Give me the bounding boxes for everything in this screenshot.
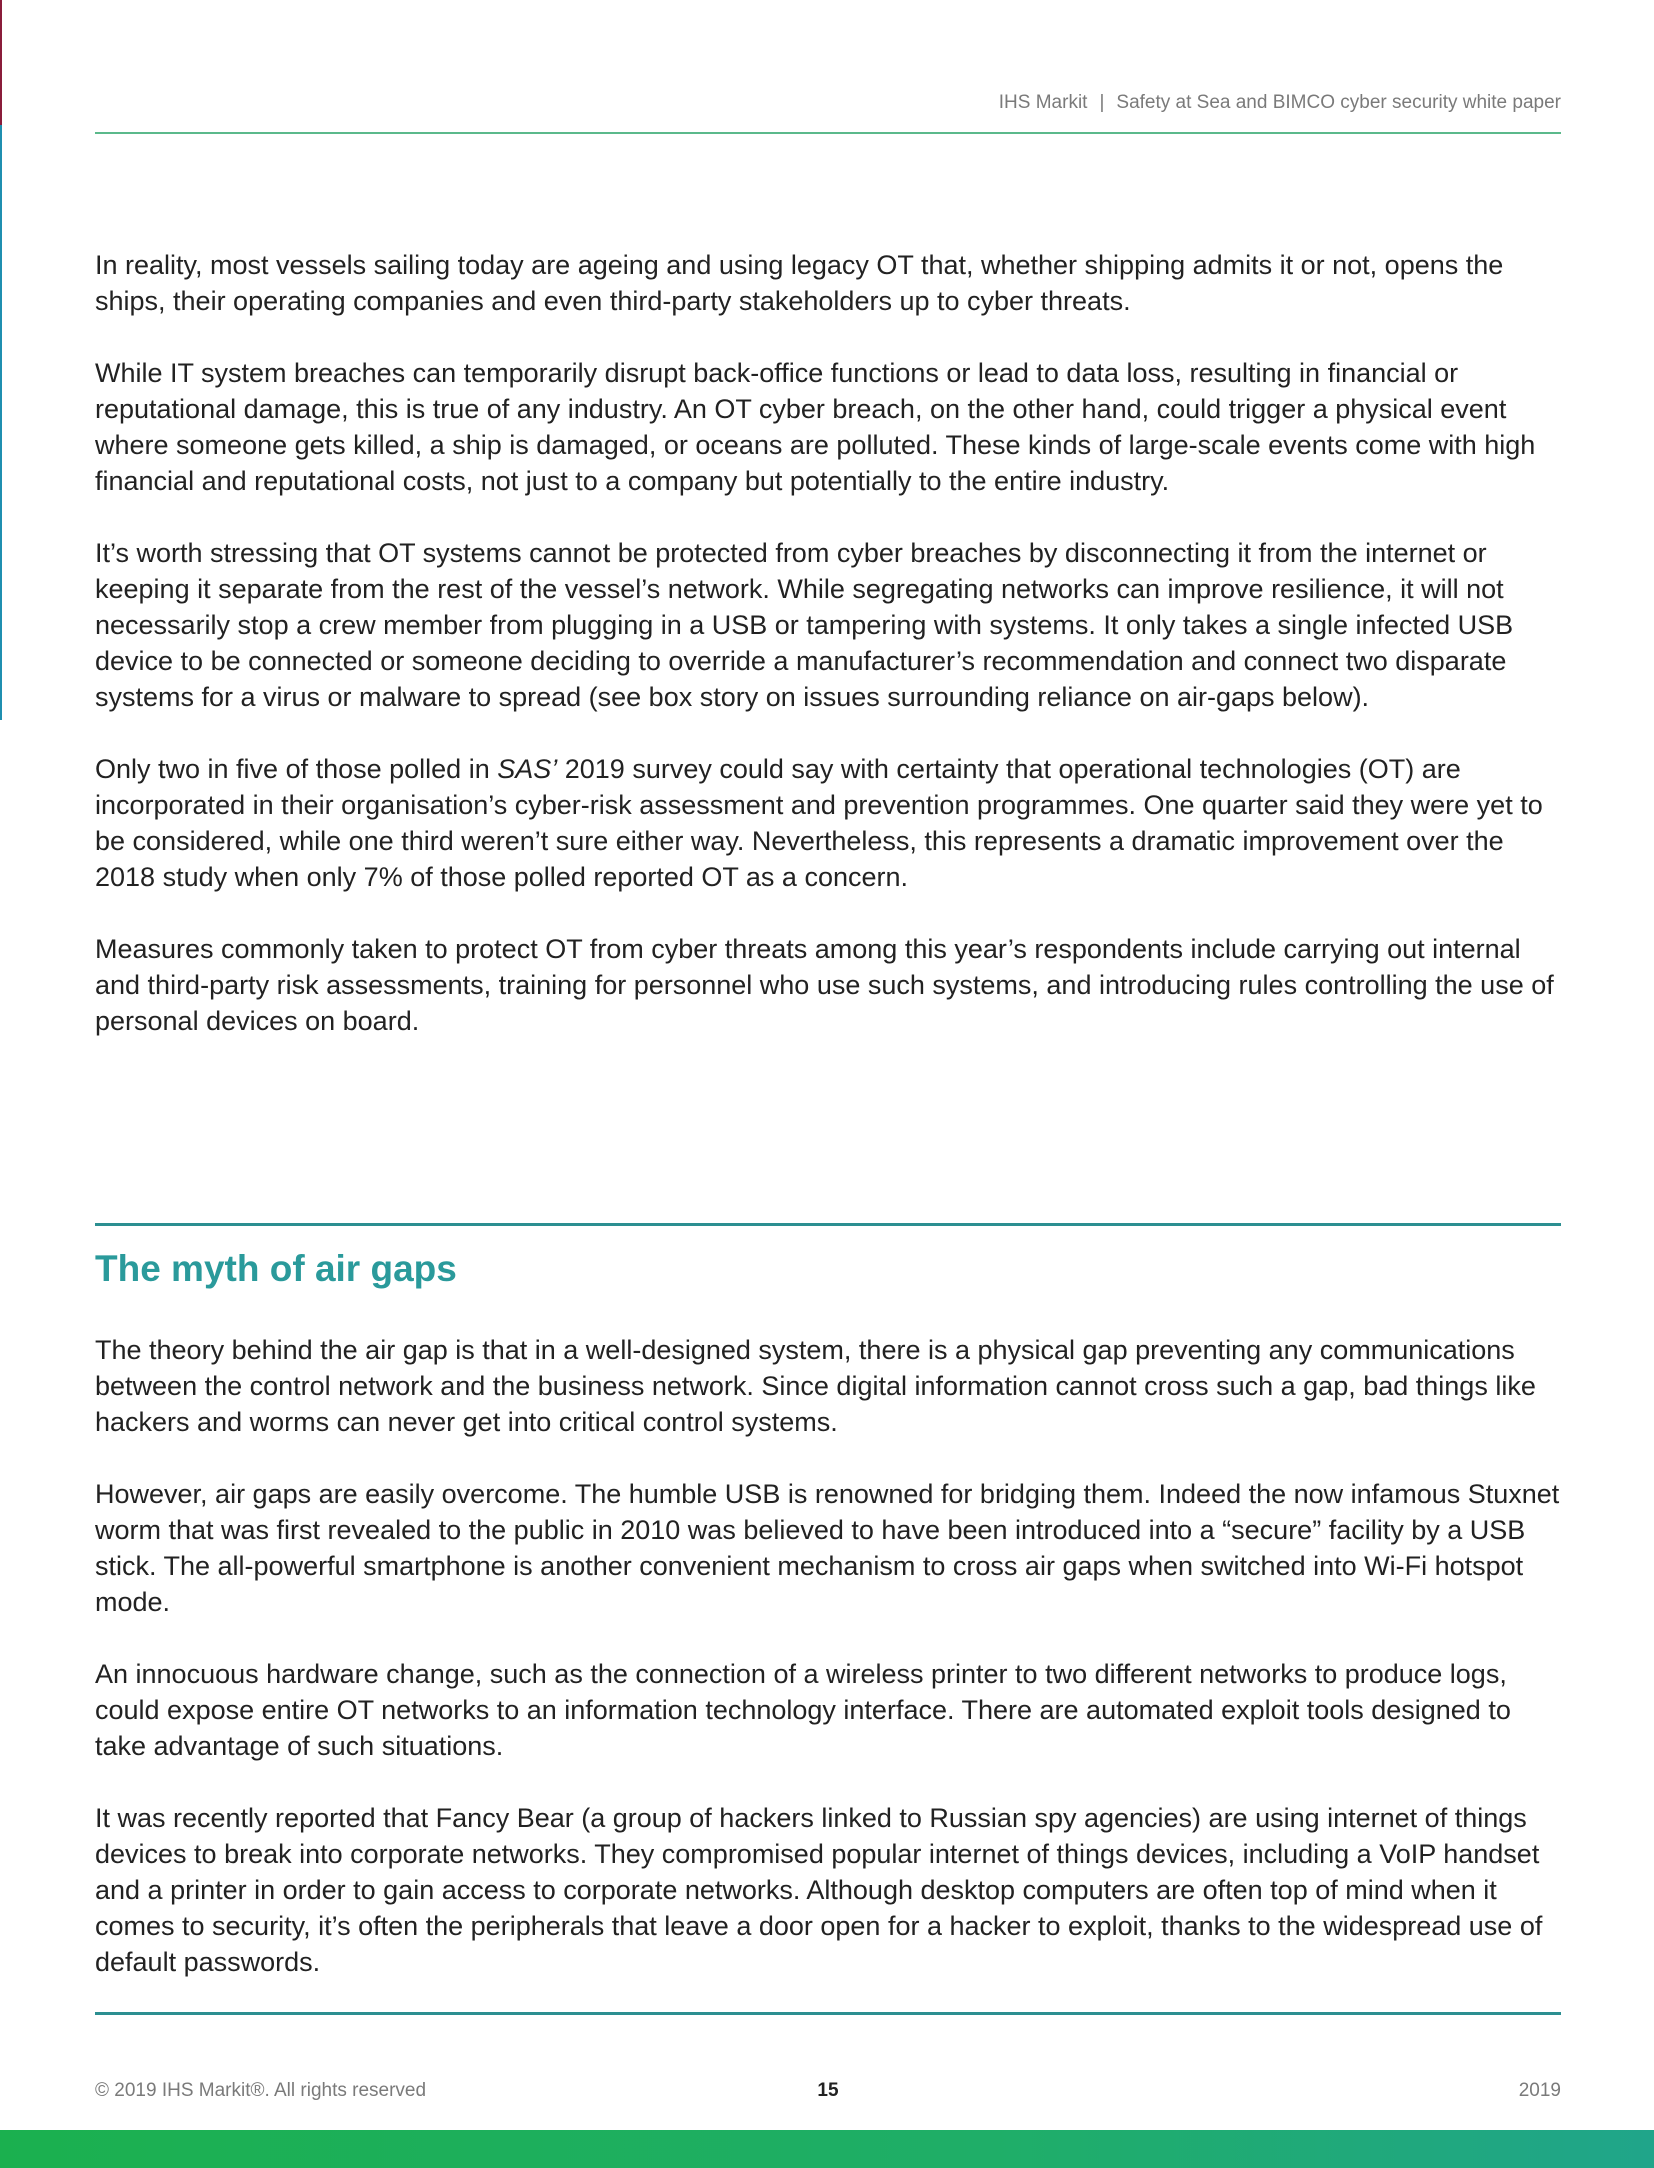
box-paragraph: An innocuous hardware change, such as the connection of a wireless printer to two different networks to produce logs, could expose entire OT networks to an information technology interface. There are automated exploit tools designed to take advantage of such situations.	[95, 1659, 1511, 1761]
paragraph-survey-rest: 2019 survey could say with certainty that operational technologies (OT) are incorporated in their organisation’s cyber-risk assessment and prevention programmes. One quarter said they were yet to be considered, while one third weren’t sure either way. Nevertheless, this represents a dramatic improvement over the 2018 study when only 7% of those polled reported OT as a concern.	[95, 754, 1543, 892]
header-separator: |	[1099, 92, 1105, 113]
paragraph: Measures commonly taken to protect OT from cyber threats among this year’s respondents include carrying out internal and third-party risk assessments, training for personnel who use such systems, and introducing rules controlling the use of personal devices on board.	[95, 934, 1554, 1036]
paragraph-survey-lead: Only two in five of those polled in	[95, 754, 498, 784]
footer-copyright: © 2019 IHS Markit®. All rights reserved	[95, 2080, 427, 2101]
header-doc-title: Safety at Sea and BIMCO cyber security white paper	[1116, 92, 1561, 113]
page-number: 15	[817, 2080, 839, 2101]
paragraph: It’s worth stressing that OT systems cannot be protected from cyber breaches by disconnecting it from the internet or keeping it separate from the rest of the vessel’s network. While segregating networks can improve resilience, it will not necessarily stop a crew member from plugging in a USB or tampering with systems. It only takes a single infected USB device to be connected or someone deciding to override a manufacturer’s recommendation and connect two disparate systems for a virus or malware to spread (see box story on issues surrounding reliance on air-gaps below).	[95, 538, 1514, 712]
left-edge-accent-bar-top	[0, 0, 2, 125]
page-header	[95, 92, 1561, 134]
box-paragraph: It was recently reported that Fancy Bear (a group of hackers linked to Russian spy agencies) are using internet of things devices to break into corporate networks. They compromised popular internet of things devices, including a VoIP handset and a printer in order to gain access to corporate networks. Although desktop computers are often top of mind when it comes to security, it’s often the peripherals that leave a door open for a hacker to exploit, thanks to the widespread use of default passwords.	[95, 1803, 1543, 1977]
header-company: IHS Markit	[998, 92, 1088, 113]
bottom-color-band	[0, 2130, 1654, 2168]
paragraph: In reality, most vessels sailing today are ageing and using legacy OT that, whether shipping admits it or not, opens the ships, their operating companies and even third-party stakeholders up to cyber threats.	[95, 250, 1504, 316]
paragraph-survey-italic: SAS’	[497, 754, 558, 784]
box-title: The myth of air gaps	[95, 1248, 457, 1289]
box-paragraph: However, air gaps are easily overcome. The humble USB is renowned for bridging them. Indeed the now infamous Stuxnet worm that was first revealed to the public in 2010 was believed to have been introduced into a “secure” facility by a USB stick. The all-powerful smartphone is another convenient mechanism to cross air gaps when switched into Wi-Fi hotspot mode.	[95, 1479, 1560, 1617]
page-footer	[95, 2080, 1561, 2110]
box-body	[95, 1332, 1561, 2016]
main-body-section	[95, 247, 1561, 1075]
air-gaps-box	[95, 1223, 1561, 2015]
paragraph-survey	[95, 751, 1561, 895]
box-paragraph: The theory behind the air gap is that in a well-designed system, there is a physical gap preventing any communications between the control network and the business network. Since digital information cannot cross such a gap, bad things like hackers and worms can never get into critical control systems.	[95, 1335, 1536, 1437]
footer-year: 2019	[1518, 2080, 1561, 2101]
paragraph: While IT system breaches can temporarily disrupt back-office functions or lead to data loss, resulting in financial or reputational damage, this is true of any industry. An OT cyber breach, on the other hand, could trigger a physical event where someone gets killed, a ship is damaged, or oceans are polluted. These kinds of large-scale events come with high financial and reputational costs, not just to a company but potentially to the entire industry.	[95, 358, 1536, 496]
